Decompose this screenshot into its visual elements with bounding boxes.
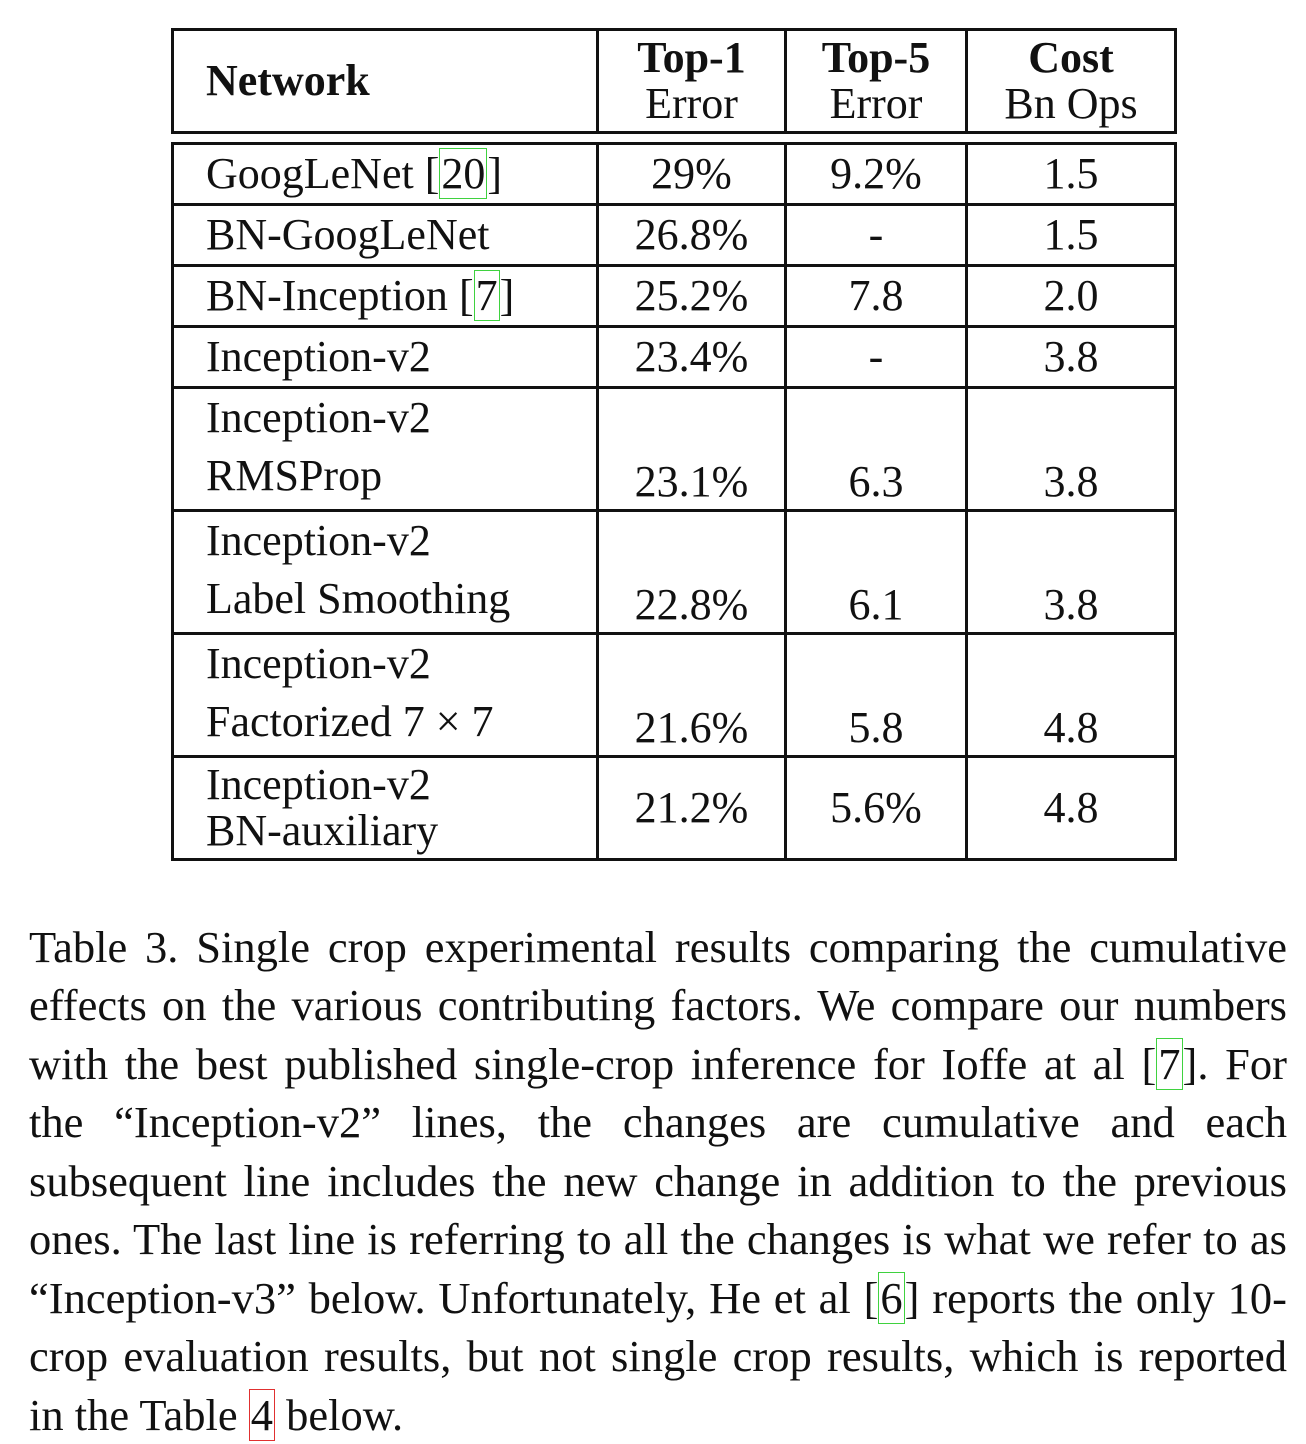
cell-cost: 2.0	[967, 266, 1176, 327]
table-caption: Table 3. Single crop experimental results comparing the cumulative effects on the various contributing factors. We compare our numbers with the best published single-crop inference for Ioffe at al [7]. For the “Inception-v2” lines, the changes are cumulative and each subsequent line includes the new change in addition to the previous ones. The last line is referring to all the changes is what we refer to as “Inception-v3” below. Unfortunately, He et al [6] reports the only 10-crop evaluation results, but not single crop results, which is reported in the Table 4 below.	[29, 918, 1287, 1444]
cell-top1: 21.2%	[598, 757, 786, 860]
cell-cost: 3.8	[967, 388, 1176, 511]
cell-top1: 25.2%	[598, 266, 786, 327]
header-network	[173, 30, 598, 133]
cell-cost: 4.8	[967, 634, 1176, 757]
cell-top5: 5.6%	[786, 757, 967, 860]
table-row	[173, 144, 1176, 205]
cell-top1: 22.8%	[598, 511, 786, 634]
cell-network: Inception-v2 Factorized 7 × 7	[173, 634, 598, 757]
header-top1-line2: Error	[645, 79, 738, 128]
cell-network: Inception-v2 RMSProp	[173, 388, 598, 511]
header-cost-line2: Bn Ops	[1004, 79, 1137, 128]
citation-link[interactable]: 7	[474, 270, 500, 321]
cell-network: BN-Inception [7]	[173, 266, 598, 327]
cell-top5: 7.8	[786, 266, 967, 327]
results-table	[171, 28, 1177, 861]
cell-top5: -	[786, 327, 967, 388]
table-row	[173, 511, 1176, 634]
table-reference-link[interactable]: 4	[249, 1389, 275, 1441]
cell-top5: 6.3	[786, 388, 967, 511]
cell-top1: 23.4%	[598, 327, 786, 388]
header-top1	[598, 30, 786, 133]
table-row	[173, 327, 1176, 388]
citation-link[interactable]: 7	[1156, 1038, 1182, 1090]
cell-top1: 23.1%	[598, 388, 786, 511]
table-header-row	[173, 30, 1176, 133]
cell-cost: 1.5	[967, 144, 1176, 205]
cell-top1: 26.8%	[598, 205, 786, 266]
cell-network: BN-GoogLeNet	[173, 205, 598, 266]
header-cost	[967, 30, 1176, 133]
cell-top1: 29%	[598, 144, 786, 205]
citation-link[interactable]: 20	[439, 148, 487, 199]
header-network-label: Network	[206, 56, 370, 105]
header-cost-line1: Cost	[968, 35, 1174, 81]
cell-top1: 21.6%	[598, 634, 786, 757]
cell-cost: 4.8	[967, 757, 1176, 860]
table-row	[173, 266, 1176, 327]
table-row	[173, 634, 1176, 757]
header-separator	[173, 133, 1176, 144]
cell-cost: 3.8	[967, 511, 1176, 634]
header-top5-line2: Error	[830, 79, 923, 128]
cell-top5: 6.1	[786, 511, 967, 634]
cell-network: Inception-v2 Label Smoothing	[173, 511, 598, 634]
table-row	[173, 757, 1176, 860]
table-row	[173, 205, 1176, 266]
cell-cost: 1.5	[967, 205, 1176, 266]
header-top1-line1: Top-1	[599, 35, 784, 81]
table-row	[173, 388, 1176, 511]
cell-network: Inception-v2 BN-auxiliary	[173, 757, 598, 860]
cell-top5: 5.8	[786, 634, 967, 757]
cell-cost: 3.8	[967, 327, 1176, 388]
header-top5-line1: Top-5	[787, 35, 965, 81]
header-top5	[786, 30, 967, 133]
cell-top5: 9.2%	[786, 144, 967, 205]
citation-link[interactable]: 6	[878, 1272, 904, 1324]
cell-top5: -	[786, 205, 967, 266]
cell-network: GoogLeNet [20]	[173, 144, 598, 205]
cell-network: Inception-v2	[173, 327, 598, 388]
